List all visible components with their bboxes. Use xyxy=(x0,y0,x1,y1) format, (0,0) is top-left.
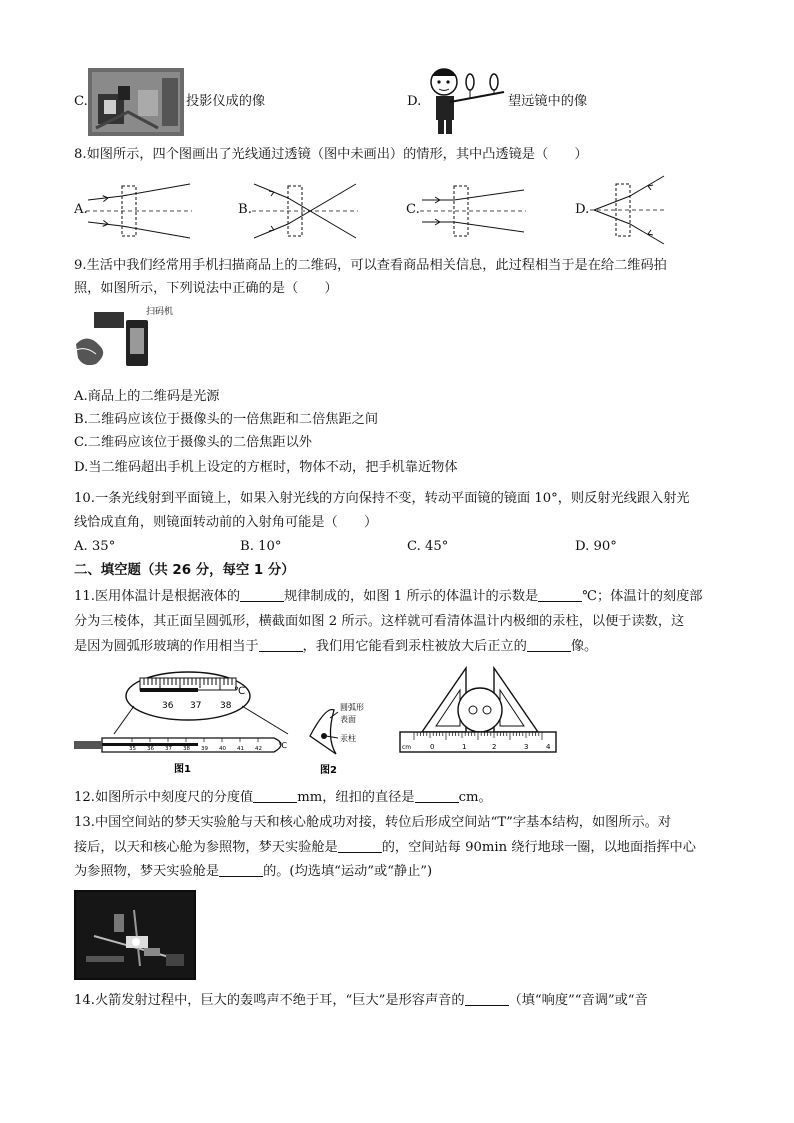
q14-b: （填“响度”“音调”或“音 xyxy=(508,993,648,1008)
q11-blank-3[interactable] xyxy=(259,637,303,652)
q9-stem-line2: 照，如图所示，下列说法中正确的是（ ） xyxy=(74,281,338,296)
q13-blank-1[interactable] xyxy=(338,838,382,853)
q10-optD: D. 90° xyxy=(575,539,617,554)
q9-optA: A.商品上的二维码是光源 xyxy=(74,389,220,404)
telescope-boy-image xyxy=(424,62,508,138)
fig2-label-surface-2: 表面 xyxy=(340,715,356,724)
thermo-tick: 36 xyxy=(147,746,154,752)
projector-image xyxy=(88,68,184,136)
q13-line3 xyxy=(74,862,432,882)
q11-line2: 分为三棱体，其正面呈圆弧形，横截面如图 2 所示。这样就可看清体温计内极细的汞柱，以便于读数，这 xyxy=(74,614,685,629)
fig2-label-column: 汞柱 xyxy=(340,734,356,743)
q8-figure-b xyxy=(250,180,360,242)
q10-optC: C. 45° xyxy=(407,539,449,554)
q8-optC-label: C. xyxy=(406,202,420,217)
thermo-unit: ℃ xyxy=(278,741,287,750)
q8-figure-d xyxy=(588,174,668,246)
ruler-tick-3: 3 xyxy=(524,743,529,751)
q11-blank-2[interactable] xyxy=(538,587,582,602)
q11-blank-1[interactable] xyxy=(240,587,284,602)
section2-title: 二、填空题（共 26 分，每空 1 分） xyxy=(74,563,295,578)
q7-optD-text: 望远镜中的像 xyxy=(508,94,588,109)
q12-blank-2[interactable] xyxy=(415,788,459,803)
q10-stem-line1: 10.一条光线射到平面镜上，如果入射光线的方向保持不变，转动平面镜的镜面 10°，则反射光线跟入射光 xyxy=(74,491,690,506)
q8-figure-a xyxy=(84,180,194,242)
q7-optC-label: C. xyxy=(74,94,88,109)
ruler-tick-4: 4 xyxy=(546,743,551,751)
q9-stem-line1: 9.生活中我们经常用手机扫描商品上的二维码，可以查看商品相关信息，此过程相当于是在给二维码拍 xyxy=(74,258,667,273)
ruler-tick-0: 0 xyxy=(430,743,435,751)
q9-optB: B.二维码应该位于摄像头的一倍焦距和二倍焦距之间 xyxy=(74,412,379,427)
q9-optC: C.二维码应该位于摄像头的二倍焦距以外 xyxy=(74,435,312,450)
ruler-tick-1: 1 xyxy=(462,743,467,751)
thermometer-figure xyxy=(74,668,300,778)
q7-optC-text: 投影仪成的像 xyxy=(186,94,266,109)
qr-figure-caption: 扫码机 xyxy=(146,307,174,317)
q11-l1-c: ℃；体温计的刻度部 xyxy=(582,589,703,604)
thermo-tick: 35 xyxy=(129,746,136,752)
ruler-figure xyxy=(398,662,558,762)
q13-line2 xyxy=(74,838,696,858)
zoom-tick-37: 37 xyxy=(190,701,202,711)
q8-figure-c xyxy=(418,180,528,242)
thermo-tick: 42 xyxy=(255,746,262,752)
zoom-tick-36: 36 xyxy=(162,701,174,711)
q12-b: mm，纽扣的直径是 xyxy=(297,790,415,805)
thermo-tick: 37 xyxy=(165,746,172,752)
zoom-unit: ℃ xyxy=(234,686,246,697)
q11-l3-b: ，我们用它能看到汞柱被放大后正立的 xyxy=(302,639,527,654)
thermo-tick: 40 xyxy=(219,746,226,752)
q9-optD: D.当二维码超出手机上设定的方框时，物体不动，把手机靠近物体 xyxy=(74,460,458,475)
q14-blank-1[interactable] xyxy=(465,991,509,1006)
q11-line3 xyxy=(74,637,597,657)
zoom-tick-38: 38 xyxy=(220,701,232,711)
q10-optB: B. 10° xyxy=(240,539,282,554)
fig2-label: 图2 xyxy=(320,765,337,776)
q14-a: 14.火箭发射过程中，巨大的轰鸣声不绝于耳，“巨大”是形容声音的 xyxy=(74,993,465,1008)
thermo-tick: 41 xyxy=(237,746,244,752)
q8-optD-label: D. xyxy=(575,202,590,217)
thermo-tick: 38 xyxy=(183,746,190,752)
q8-stem: 8.如图所示，四个图画出了光线通过透镜（图中未画出）的情形，其中凸透镜是（ ） xyxy=(74,147,588,162)
q7-optD-label: D. xyxy=(407,94,422,109)
q13-l2-b: 的，空间站每 90min 绕行地球一圈，以地面指挥中心 xyxy=(381,840,696,855)
cross-section-figure xyxy=(304,698,386,778)
q11-l1-a: 11.医用体温计是根据液体的 xyxy=(74,589,241,604)
q13-line1: 13.中国空间站的梦天实验舱与天和核心舱成功对接，转位后形成空间站“T”字基本结构，如图所示。对 xyxy=(74,815,672,830)
q10-optA: A. 35° xyxy=(74,539,116,554)
q12-blank-1[interactable] xyxy=(253,788,297,803)
ruler-tick-2: 2 xyxy=(492,743,497,751)
q12-a: 12.如图所示中刻度尺的分度值 xyxy=(74,790,254,805)
thermo-tick: 39 xyxy=(201,746,208,752)
q13-l3-a: 为参照物，梦天实验舱是 xyxy=(74,864,220,879)
q13-l2-a: 接后，以天和核心舱为参照物，梦天实验舱是 xyxy=(74,840,338,855)
q11-l3-a: 是因为圆弧形玻璃的作用相当于 xyxy=(74,639,259,654)
ruler-unit: cm xyxy=(402,744,412,751)
q11-l1-b: 规律制成的，如图 1 所示的体温计的示数是 xyxy=(284,589,539,604)
q11-blank-4[interactable] xyxy=(527,637,571,652)
q8-optA-label: A. xyxy=(74,202,88,217)
fig2-label-surface-1: 圆弧形 xyxy=(340,703,364,712)
fig1-label: 图1 xyxy=(174,764,191,775)
space-station-photo xyxy=(74,890,196,980)
q10-stem-line2: 线恰成直角，则镜面转动前的入射角可能是（ ） xyxy=(74,515,378,530)
q12-line xyxy=(74,788,492,808)
q11-l3-c: 像。 xyxy=(570,639,598,654)
q14-line xyxy=(74,991,648,1011)
q12-c: cm。 xyxy=(458,790,492,805)
q13-blank-2[interactable] xyxy=(219,862,263,877)
q8-optB-label: B. xyxy=(238,202,252,217)
q13-l3-b: 的。(均选填“运动”或“静止”) xyxy=(263,864,433,879)
q11-line1 xyxy=(74,587,702,607)
